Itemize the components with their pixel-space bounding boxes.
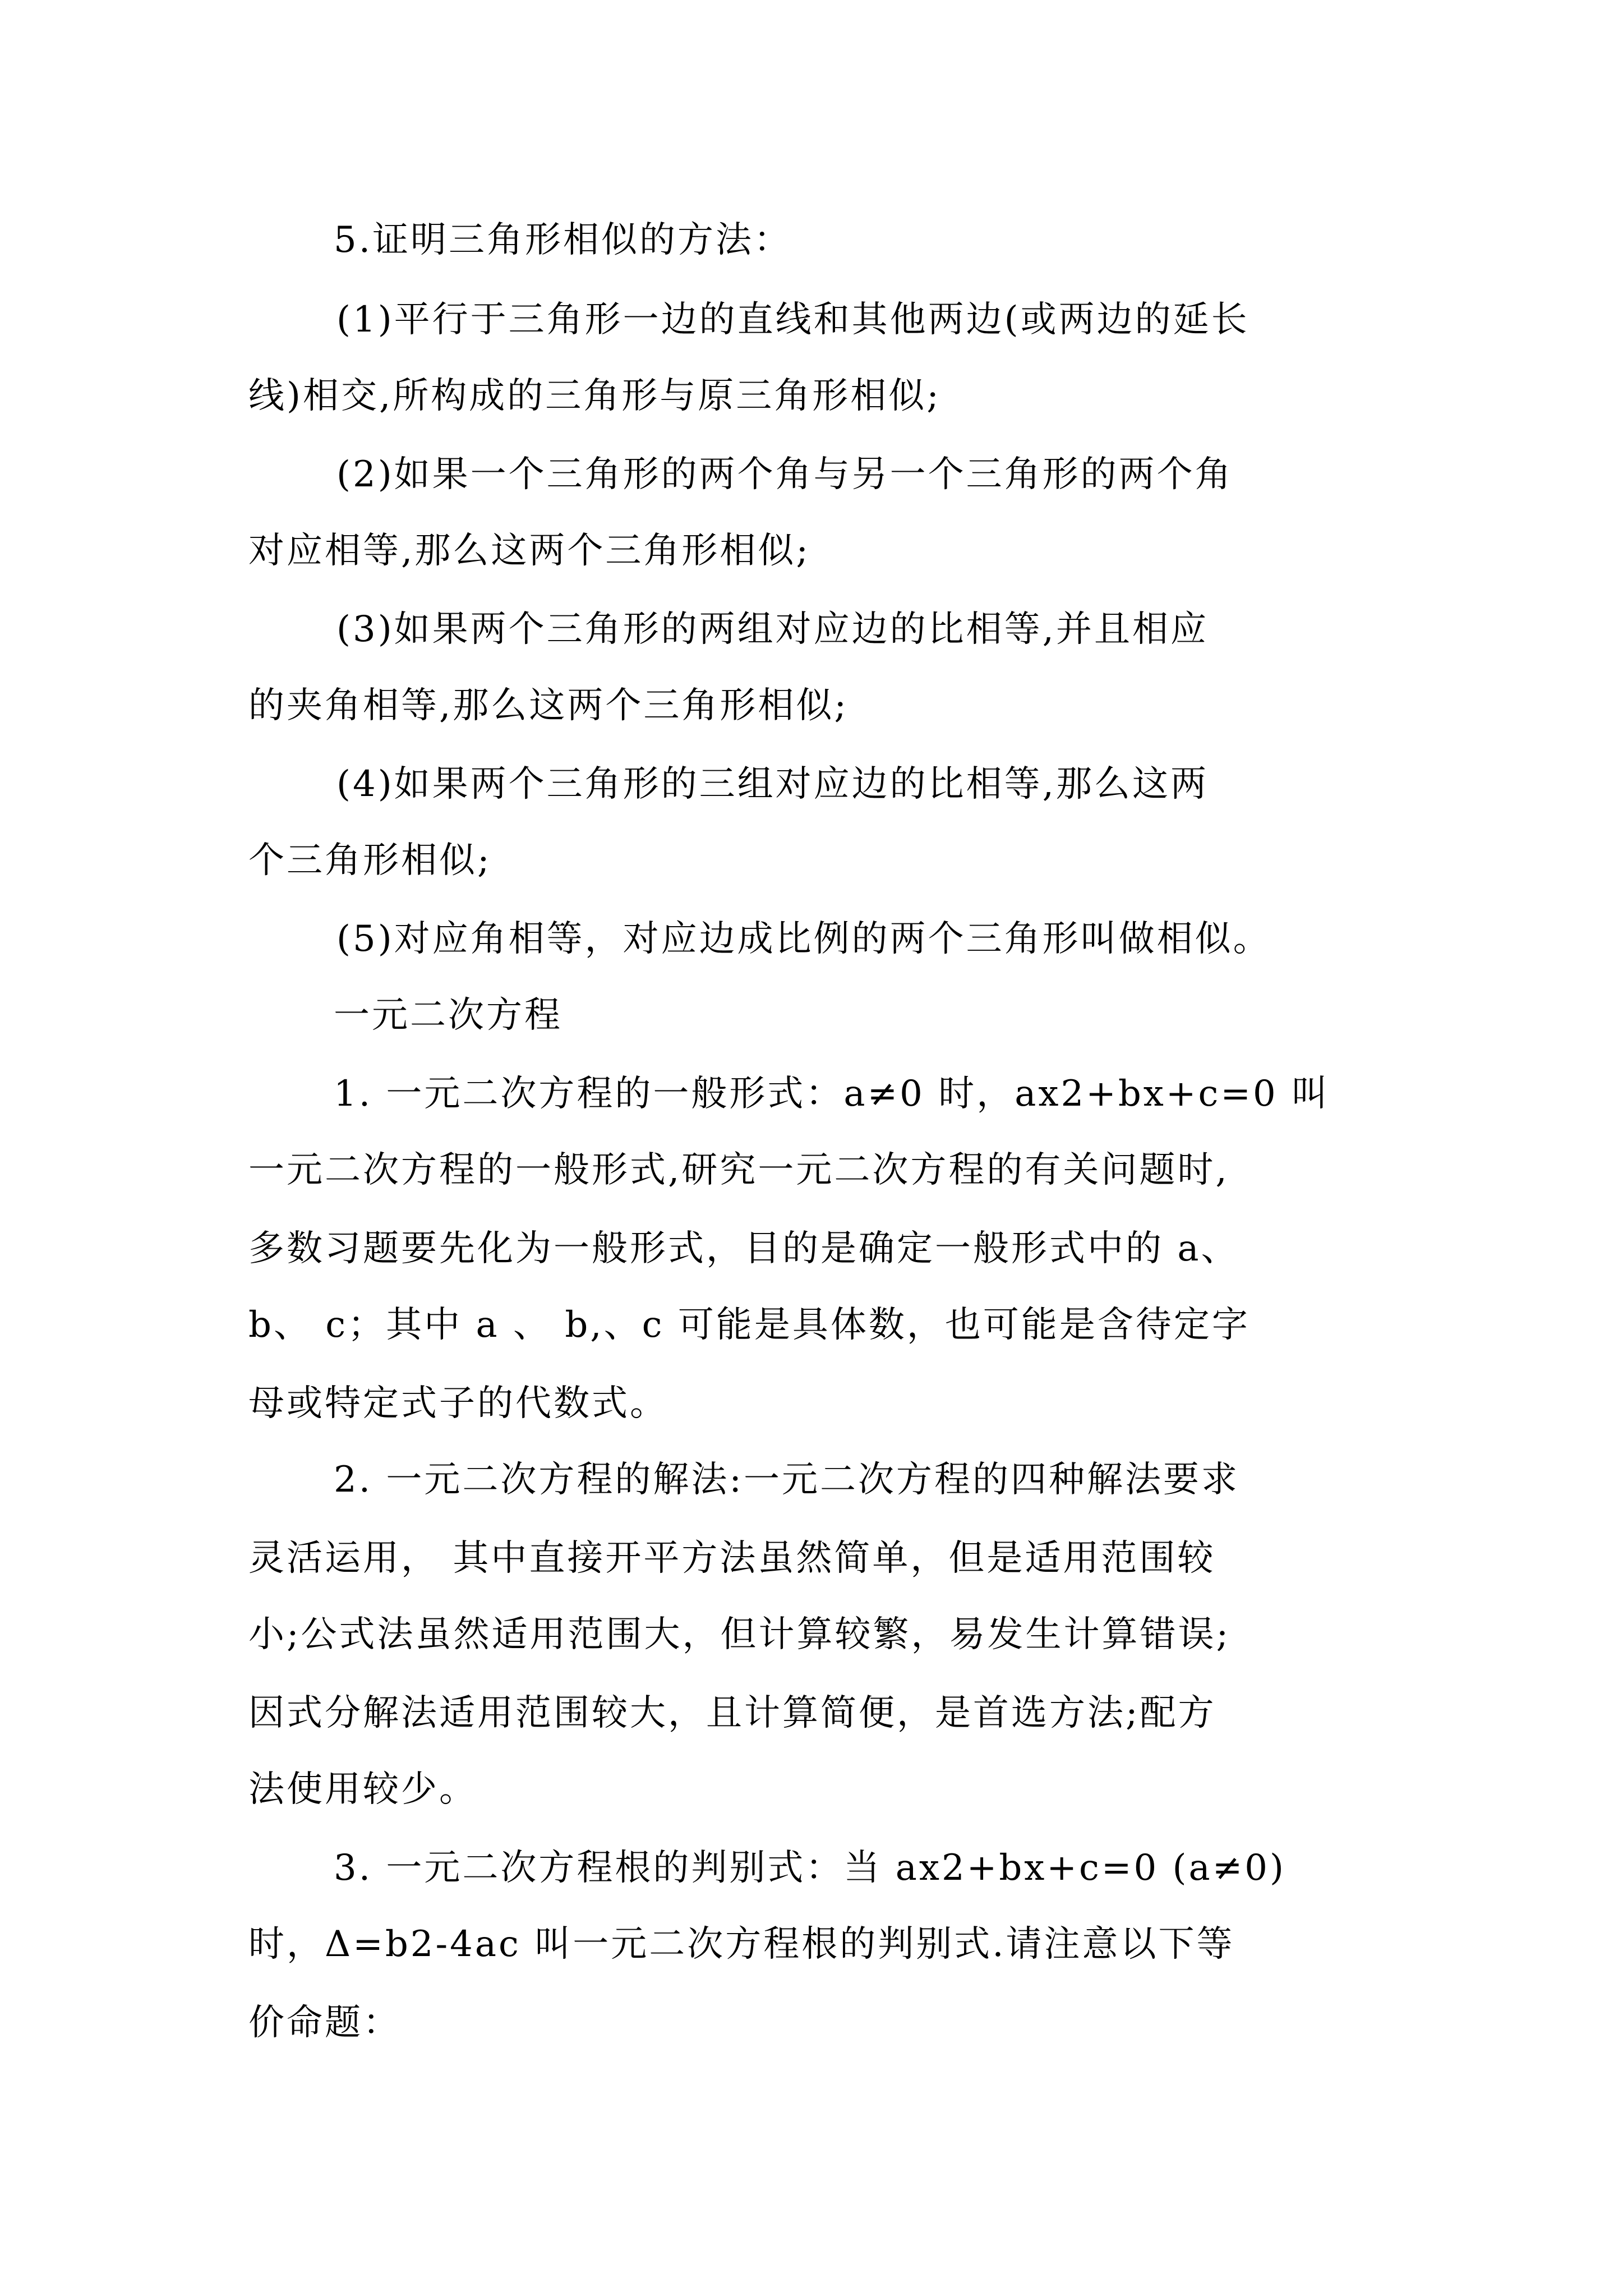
- text-line: 5.证明三角形相似的方法：: [334, 219, 792, 261]
- text-line: 因式分解法适用范围较大，且计算简便，是首选方法;配方: [248, 1692, 1216, 1734]
- text-line: (1)平行于三角形一边的直线和其他两边(或两边的延长: [336, 299, 1249, 341]
- text-line: b、 c；其中 a 、 b,、c 可能是具体数，也可能是含待定字: [248, 1304, 1250, 1346]
- text-line: 2. 一元二次方程的解法:一元二次方程的四种解法要求: [334, 1459, 1239, 1501]
- text-line: 灵活运用， 其中直接开平方法虽然简单，但是适用范围较: [248, 1538, 1216, 1579]
- text-line: 的夹角相等,那么这两个三角形相似;: [248, 685, 849, 726]
- text-line: (2)如果一个三角形的两个角与另一个三角形的两个角: [336, 454, 1233, 495]
- text-line: 1. 一元二次方程的一般形式：a≠0 时，ax2+bx+c=0 叫: [334, 1073, 1330, 1115]
- text-line: 线)相交,所构成的三角形与原三角形相似;: [248, 375, 941, 417]
- text-line: (4)如果两个三角形的三组对应边的比相等,那么这两: [336, 763, 1209, 805]
- text-line: 时，Δ=b2-4ac 叫一元二次方程根的判别式.请注意以下等: [248, 1924, 1235, 1965]
- text-line: (5)对应角相等，对应边成比例的两个三角形叫做相似。: [336, 918, 1271, 960]
- text-line: 小;公式法虽然适用范围大，但计算较繁，易发生计算错误;: [248, 1614, 1231, 1655]
- text-line: 价命题：: [248, 2002, 401, 2044]
- text-line: 法使用较少。: [248, 1769, 477, 1810]
- text-line: 一元二次方程: [334, 995, 562, 1036]
- text-line: 一元二次方程的一般形式,研究一元二次方程的有关问题时,: [248, 1149, 1229, 1191]
- text-line: 母或特定式子的代数式。: [248, 1383, 668, 1424]
- text-line: 多数习题要先化为一般形式，目的是确定一般形式中的 a、: [248, 1228, 1239, 1269]
- text-line: (3)如果两个三角形的两组对应边的比相等,并且相应: [336, 609, 1209, 650]
- text-line: 3. 一元二次方程根的判别式：当 ax2+bx+c=0 (a≠0): [334, 1847, 1286, 1889]
- text-line: 对应相等,那么这两个三角形相似;: [248, 530, 810, 572]
- text-line: 个三角形相似;: [248, 840, 492, 881]
